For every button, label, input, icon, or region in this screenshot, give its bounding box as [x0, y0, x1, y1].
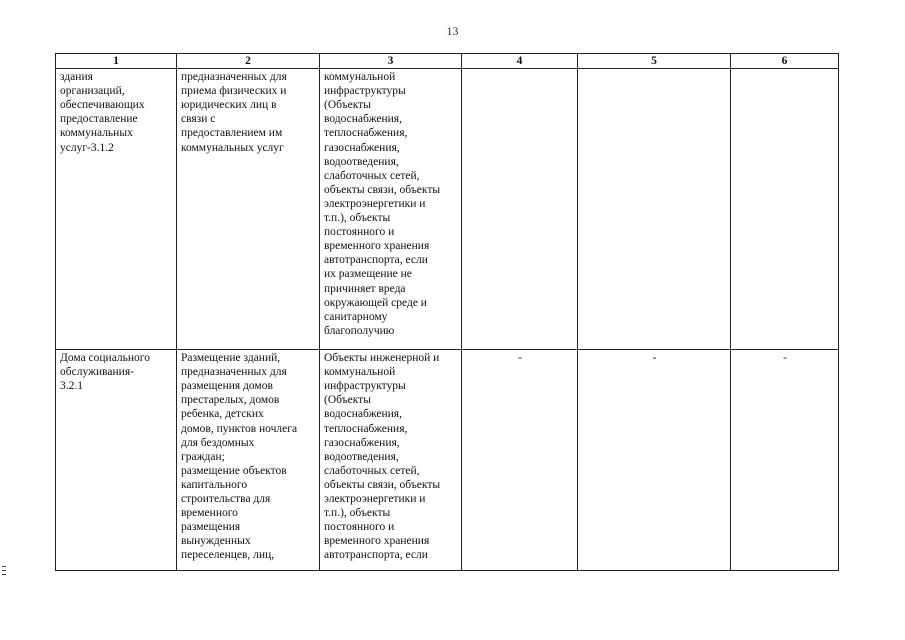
column-header-6: 6	[731, 54, 839, 69]
cell-col-4: -	[462, 350, 578, 571]
cell-col-6	[731, 69, 839, 350]
column-header-3: 3	[320, 54, 462, 69]
cell-description: Размещение зданий, предназначенных для размещения домов престарелых, домов ребенка, детских домов, пунктов ночлега для бездомных граждан; размещение объектов капитального строительства для временного размещения вынужденных переселенцев, лиц,	[177, 350, 320, 571]
cell-col-5	[578, 69, 731, 350]
margin-mark	[2, 566, 6, 580]
table-row	[56, 350, 839, 571]
cell-auxiliary-uses: коммунальной инфраструктуры (Объекты водоснабжения, теплоснабжения, газоснабжения, водоотведения, слаботочных сетей, объекты связи, объекты электроэнергетики и т.п.), объекты постоянного и временного хранения автотранспорта, если их размещение не причиняет вреда окружающей среде и санитарному благополучию	[320, 69, 462, 350]
column-header-4: 4	[462, 54, 578, 69]
table-row	[56, 69, 839, 350]
cell-col-5: -	[578, 350, 731, 571]
page-number: 13	[446, 24, 459, 38]
cell-col-4	[462, 69, 578, 350]
table-header-row	[56, 54, 839, 69]
cell-description: предназначенных для приема физических и юридических лиц в связи с предоставлением им коммунальных услуг	[177, 69, 320, 350]
column-header-2: 2	[177, 54, 320, 69]
zoning-table	[55, 53, 839, 571]
cell-auxiliary-uses: Объекты инженерной и коммунальной инфраструктуры (Объекты водоснабжения, теплоснабжения, газоснабжения, водоотведения, слаботочных сетей, объекты связи, объекты электроэнергетики и т.п.), объекты постоянного и временного хранения автотранспорта, если	[320, 350, 462, 571]
cell-col-6: -	[731, 350, 839, 571]
column-header-5: 5	[578, 54, 731, 69]
column-header-1: 1	[56, 54, 177, 69]
cell-land-use-type: Дома социального обслуживания- 3.2.1	[56, 350, 177, 571]
cell-land-use-type: здания организаций, обеспечивающих предоставление коммунальных услуг-3.1.2	[56, 69, 177, 350]
